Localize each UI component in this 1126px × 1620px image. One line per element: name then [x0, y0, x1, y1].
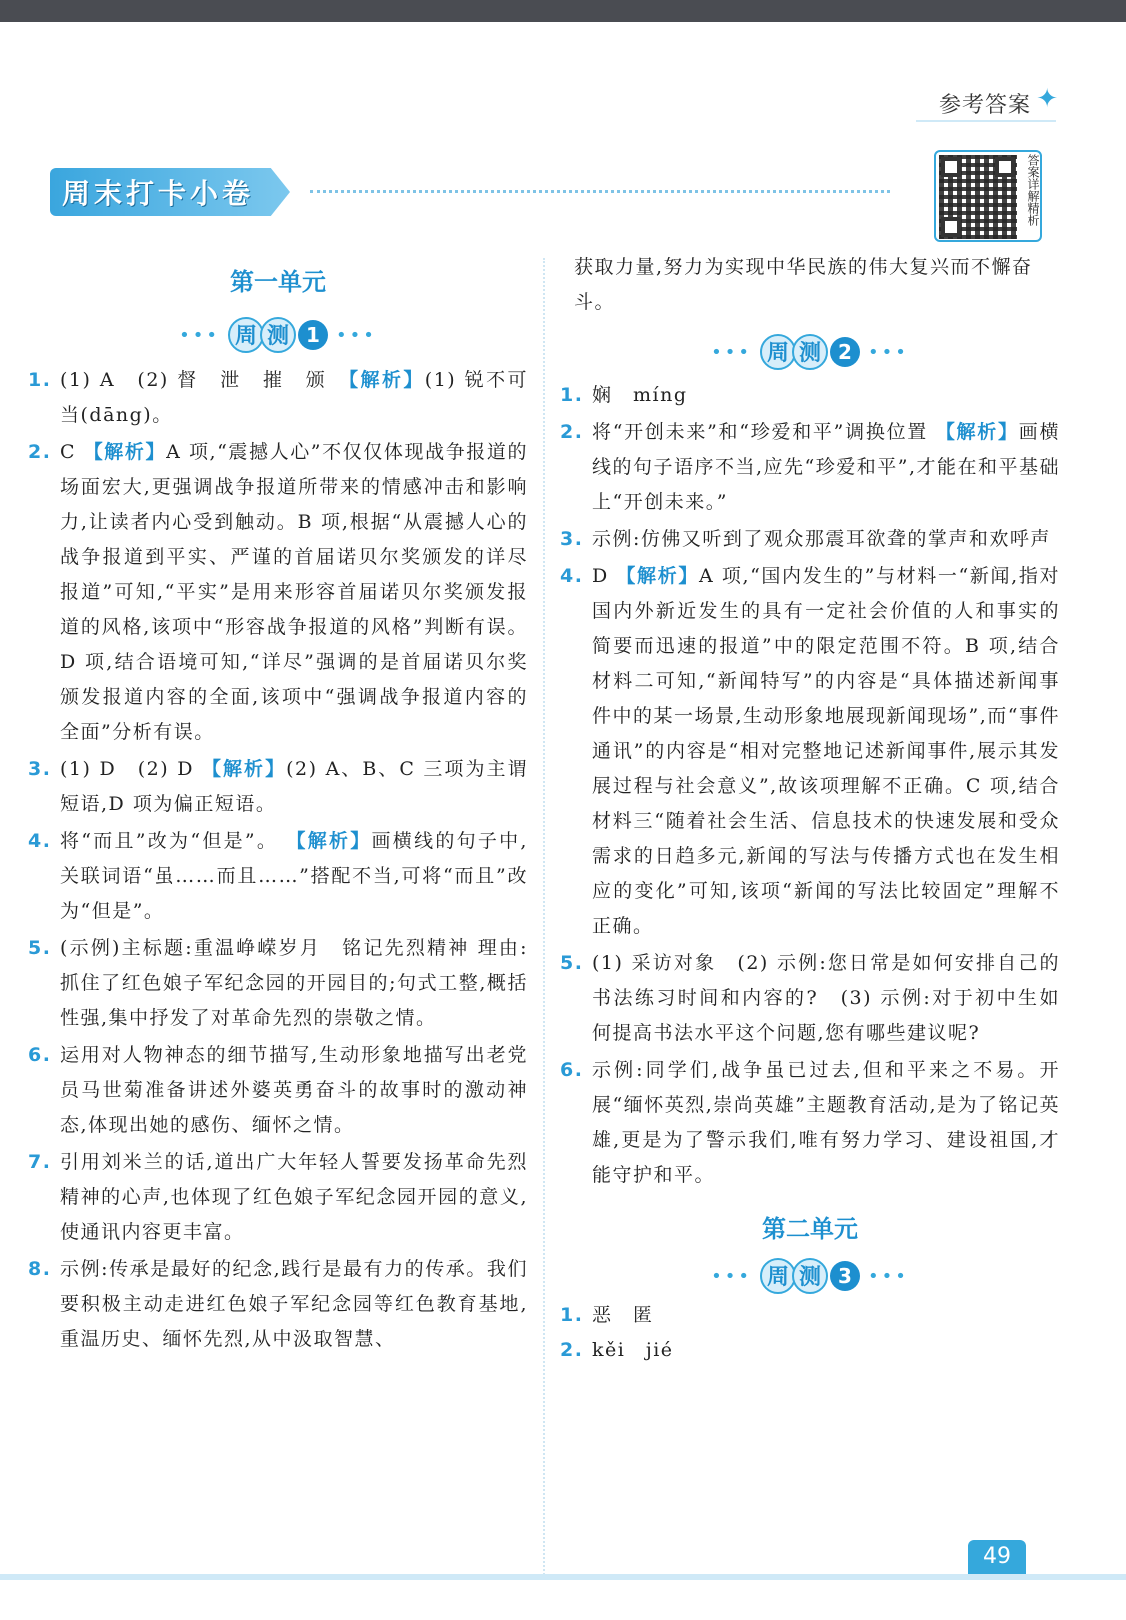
item-text	[592, 946, 1060, 1051]
item-number: 6.	[28, 1044, 52, 1066]
item-number: 2.	[560, 421, 584, 443]
answer-list	[560, 378, 1060, 1193]
answer-list	[28, 363, 528, 1357]
continued-text: 获取力量,努力为实现中华民族的伟大复兴而不懈奋斗。	[574, 256, 1033, 313]
item-text	[60, 752, 528, 822]
column-divider	[543, 258, 545, 1578]
item-number: 5.	[28, 937, 52, 959]
item-text	[60, 1145, 528, 1250]
item-text	[592, 415, 1060, 520]
answer-text: 引用刘米兰的话,道出广大年轻人誓要发扬革命先烈精神的心声,也体现了红色娘子军纪念园开园的意义,使通讯内容更丰富。	[60, 1151, 528, 1243]
unit-title: 第二单元	[762, 1215, 858, 1243]
answer-item	[560, 522, 1060, 557]
star-icon: ✦	[1036, 84, 1058, 114]
answer-text: 将“开创未来”和“珍爱和平”调换位置	[592, 421, 936, 443]
item-number: 1.	[28, 369, 52, 391]
week-char: 周	[228, 317, 264, 353]
analysis-text: A 项,“国内发生的”与材料一“新闻,指对国内外新近发生的具有一定社会价值的人和事实的简要而迅速的报道”中的限定范围不符。B 项,结合材料二可知,“新闻特写”的内容是“具体描述新闻事件中的某一场景,生动形象地展现新闻现场”,而“事件通讯”的内容是“相对完整地记述新闻事件,展示其发展过程与社会意义”,故该项理解不正确。C 项,结合材料三“随着社会生活、信息技术的快速发展和受众需求的日趋多元,新闻的写法与传播方式也在发生相应的变化”可知,该项“新闻的写法比较固定”理解不正确。	[592, 565, 1061, 937]
banner-title: 周末打卡小卷	[62, 177, 255, 210]
week-pill	[760, 1258, 860, 1294]
answer-text: (示例)主标题:重温峥嵘岁月 铭记先烈精神 理由:抓住了红色娘子军纪念园的开园目的;句式工整,概括性强,集中抒发了对革命先烈的崇敬之情。	[60, 937, 528, 1029]
answer-item	[560, 1333, 1060, 1368]
item-text	[592, 1333, 1060, 1368]
item-number: 4.	[28, 830, 52, 852]
qr-code-icon	[939, 155, 1017, 239]
answer-item	[28, 1252, 528, 1357]
item-number: 8.	[28, 1258, 52, 1280]
answer-text: C	[60, 441, 84, 463]
analysis-text: 画横线的句子中,关联词语“虽……而且……”搭配不当,可将“而且”改为“但是”。	[60, 830, 528, 922]
answer-item	[560, 1298, 1060, 1333]
analysis-tag: 【解析】	[348, 369, 425, 391]
item-number: 5.	[560, 952, 584, 974]
analysis-text: (1) 锐不可当(dāng)。	[60, 369, 528, 426]
answer-item	[560, 946, 1060, 1051]
week-pill	[228, 317, 328, 353]
week-char: 周	[760, 1258, 796, 1294]
analysis-text: 画横线的句子语序不当,应先“珍爱和平”,才能在和平基础上“开创未来。”	[592, 421, 1061, 513]
item-text	[60, 824, 528, 929]
left-column	[28, 250, 528, 1359]
item-text	[60, 363, 528, 433]
dots-right: •••	[868, 1265, 909, 1287]
answer-text: 恶 匿	[592, 1304, 654, 1326]
item-text	[60, 1038, 528, 1143]
answer-item	[560, 559, 1060, 944]
item-number: 3.	[560, 528, 584, 550]
item-text	[60, 931, 528, 1036]
week-number: 3	[830, 1261, 860, 1291]
analysis-tag: 【解析】	[616, 565, 699, 587]
bottom-bar	[0, 1574, 1126, 1580]
item-text	[592, 1298, 1060, 1333]
item-number: 4.	[560, 565, 584, 587]
qr-code[interactable]	[934, 150, 1042, 242]
answer-text: 将“而且”改为“但是”。	[60, 830, 287, 852]
analysis-tag: 【解析】	[286, 830, 372, 852]
analysis-tag: 【解析】	[935, 421, 1019, 443]
answer-text: 运用对人物神态的细节描写,生动形象地描写出老党员马世菊准备讲述外婆英勇奋斗的故事时的激动神态,体现出她的感伤、缅怀之情。	[60, 1044, 528, 1136]
qr-caption: 答案详解精析	[1026, 154, 1040, 226]
week-number: 1	[298, 320, 328, 350]
item-text	[592, 522, 1060, 557]
dots-left: •••	[711, 341, 752, 363]
week-test-heading	[560, 334, 1060, 370]
item-text	[60, 1252, 528, 1357]
answer-text: 示例:传承是最好的纪念,践行是最有力的传承。我们要积极主动走进红色娘子军纪念园等红色教育基地,重温历史、缅怀先烈,从中汲取智慧、	[60, 1258, 528, 1350]
top-bar	[0, 0, 1126, 22]
analysis-tag: 【解析】	[202, 758, 287, 780]
item-number: 1.	[560, 384, 584, 406]
week-char: 测	[792, 334, 828, 370]
item-number: 3.	[28, 758, 52, 780]
item-number: 1.	[560, 1304, 584, 1326]
answer-item	[560, 378, 1060, 413]
dots-left: •••	[179, 324, 220, 346]
dots-left: •••	[711, 1265, 752, 1287]
answer-text: D	[592, 565, 617, 587]
answer-list	[560, 1298, 1060, 1368]
header-label: 参考答案	[938, 93, 1031, 118]
item-text	[592, 1053, 1060, 1193]
answer-item	[28, 824, 528, 929]
week-test-heading	[28, 317, 528, 353]
week-char: 周	[760, 334, 796, 370]
item-number: 2.	[560, 1339, 584, 1361]
right-column	[560, 250, 1060, 1368]
week-char: 测	[792, 1258, 828, 1294]
page-number: 49	[968, 1540, 1026, 1574]
answer-text: 娴 míng	[592, 384, 688, 406]
dots-right: •••	[868, 341, 909, 363]
answer-text: (1) A (2) 督 泄 摧 颁	[60, 369, 349, 391]
dots-right: •••	[336, 324, 377, 346]
answer-text: kěi jié	[592, 1339, 674, 1361]
answer-item	[28, 435, 528, 750]
answer-item	[28, 752, 528, 822]
answer-item	[28, 1038, 528, 1143]
item-text	[592, 559, 1060, 944]
answer-text: 示例:仿佛又听到了观众那震耳欲聋的掌声和欢呼声	[592, 528, 1051, 550]
header-underline	[916, 120, 1056, 122]
item-number: 2.	[28, 441, 52, 463]
unit-title: 第一单元	[230, 268, 326, 296]
item-text	[592, 378, 1060, 413]
week-pill	[760, 334, 860, 370]
answer-item	[28, 931, 528, 1036]
answer-text: (1) 采访对象 (2) 示例:您日常是如何安排自己的书法练习时间和内容的? (3) 示例:对于初中生如何提高书法水平这个问题,您有哪些建议呢?	[592, 952, 1060, 1044]
analysis-tag: 【解析】	[83, 441, 167, 463]
answer-item	[28, 363, 528, 433]
answer-text: 示例:同学们,战争虽已过去,但和平来之不易。开展“缅怀英烈,崇尚英雄”主题教育活动,是为了铭记英雄,更是为了警示我们,唯有努力学习、建设祖国,才能守护和平。	[592, 1059, 1061, 1186]
item-number: 6.	[560, 1059, 584, 1081]
answer-item	[560, 415, 1060, 520]
item-number: 7.	[28, 1151, 52, 1173]
week-char: 测	[260, 317, 296, 353]
answer-item	[560, 1053, 1060, 1193]
week-test-heading	[560, 1258, 1060, 1294]
analysis-text: (2) A、B、C 三项为主谓短语,D 项为偏正短语。	[60, 758, 528, 815]
answer-item	[28, 1145, 528, 1250]
answer-text: (1) D (2) D	[60, 758, 203, 780]
analysis-text: A 项,“震撼人心”不仅仅体现战争报道的场面宏大,更强调战争报道所带来的情感冲击和影响力,让读者内心受到触动。B 项,根据“从震撼人心的战争报道到平实、严谨的首届诺贝尔奖颁发的详尽报道”可知,“平实”是用来形容首届诺贝尔奖颁发报道的风格,该项中“形容战争报道的风格”判断有误。D 项,结合语境可知,“详尽”强调的是首届诺贝尔奖颁发报道内容的全面,该项中“强调战争报道内容的全面”分析有误。	[60, 441, 529, 743]
item-text	[60, 435, 528, 750]
week-number: 2	[830, 337, 860, 367]
banner-dotted-line	[310, 190, 890, 193]
